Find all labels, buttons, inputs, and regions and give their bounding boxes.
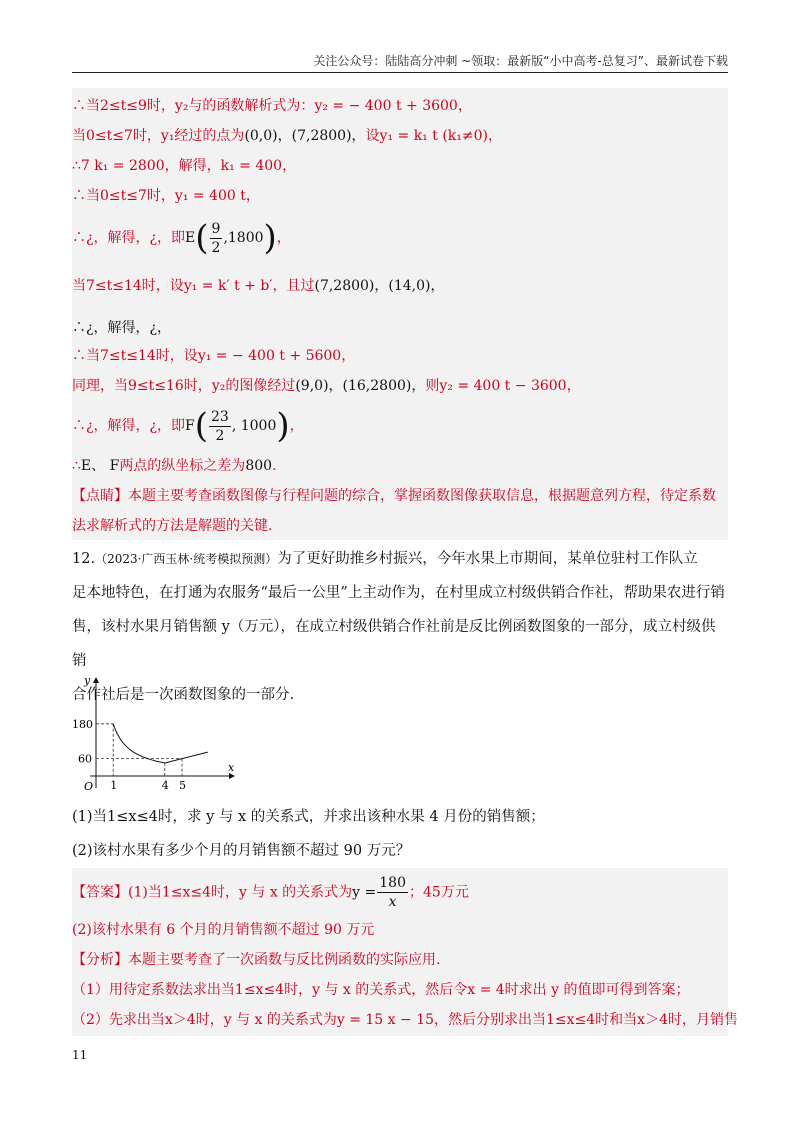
solution-line-12: 【点睛】本题主要考查函数图像与行程问题的综合，掌握函数图像获取信息，根据题意列方程，待定系数 [72, 488, 716, 504]
problem-line-1: 12.（2023·广西玉林·统考模拟预测）为了更好助推乡村振兴，今年水果上市期间，某单位驻村工作队立 [72, 551, 698, 567]
solution-line-3: ∴7 k₁ = 2800，解得，k₁ = 400， [72, 158, 297, 174]
question-1: (1)当1≤x≤4时，求 y 与 x 的关系式，并求出该种水果 4 月份的销售额； [72, 809, 545, 825]
answer-line-2: (2)该村水果有 6 个月的月销售额不超过 90 万元 [72, 922, 375, 938]
inverse-curve [113, 724, 165, 763]
problem-line-4: 合作社后是一次函数图象的一部分. [72, 687, 295, 703]
analysis-step-1: （1）用待定系数法求出当1≤x≤4时，y 与 x 的关系式，然后令x = 4时求出 y 的值即可得到答案； [72, 982, 690, 998]
solution-line-4: ∴当0≤t≤7时，y₁ = 400 t， [72, 188, 260, 204]
solution-line-11: ∴E、 F两点的纵坐标之差为800. [72, 458, 277, 474]
fraction-180-x: $\frac{180}{x}$ [379, 875, 406, 910]
solution-line-9: 同理，当9≤t≤16时，y₂的图像经过(9,0)，(16,2800)，则y₂ = 400 t − 3600， [72, 378, 581, 394]
solution-line-5: ∴¿，解得，¿，即E( $\frac{9}{2}$ ,1800)， [72, 218, 291, 258]
x-axis-label: x [228, 761, 235, 774]
solution-line-10: ∴¿，解得，¿，即F( $\frac{23}{2}$ , 1000)， [72, 406, 304, 446]
solution-line-2: 当0≤t≤7时，y₁经过的点为(0,0)，(7,2800)，设y₁ = k₁ t (k₁≠0)， [72, 128, 502, 144]
fraction-9-2: $\frac{9}{2}$ [211, 220, 221, 256]
analysis-step-2: （2）先求出当x＞4时，y 与 x 的关系式为y = 15 x − 15，然后分别求出当1≤x≤4时和当x＞4时，月销售 [72, 1012, 738, 1028]
questions [72, 800, 728, 868]
x-tick-label-4: 4 [161, 779, 169, 792]
analysis-line: 【分析】本题主要考查了一次函数与反比例函数的实际应用. [72, 952, 441, 968]
solution-line-1: ∴当2≤t≤9时，y₂与的函数解析式为：y₂ = − 400 t + 3600， [72, 98, 472, 114]
function-graph [72, 670, 252, 800]
solution-line-8: ∴当7≤t≤14时，设y₁ = − 400 t + 5600， [72, 348, 356, 364]
solution-line-13: 法求解析式的方法是解题的关键. [72, 518, 273, 534]
origin-label: O [84, 780, 94, 793]
solution-line-7: ∴¿，解得，¿， [72, 320, 172, 336]
y-axis-label: y [84, 674, 91, 687]
linear-segment [165, 752, 208, 763]
page-number: 11 [72, 1048, 88, 1062]
page-header: 关注公众号：陆陆高分冲刺 ~领取：最新版“小中高考-总复习”、最新试卷下载 [72, 52, 728, 73]
answer-line-1: 【答案】(1)当1≤x≤4时，y 与 x 的关系式为y = $\frac{180}{x}$ ；45万元 [72, 875, 469, 910]
fraction-23-2: $\frac{23}{2}$ [211, 408, 229, 444]
y-tick-label-180: 180 [72, 717, 93, 731]
solution-line-6: 当7≤t≤14时，设y₁ = k′ t + b′，且过(7,2800)，(14,0)， [72, 278, 445, 294]
x-tick-label-1: 1 [110, 779, 118, 792]
problem-line-3: 售，该村水果月销售额 y（万元），在成立村级供销合作社前是反比例函数图象的一部分，成立村级供销 [72, 619, 716, 669]
x-tick-label-5: 5 [179, 779, 186, 792]
question-2: (2)该村水果有多少个月的月销售额不超过 90 万元？ [72, 843, 411, 859]
problem-line-2: 足本地特色，在打通为农服务“最后一公里”上主动作为，在村里成立村级供销合作社，帮助果农进行销 [72, 585, 725, 601]
y-tick-label-60: 60 [78, 752, 92, 766]
